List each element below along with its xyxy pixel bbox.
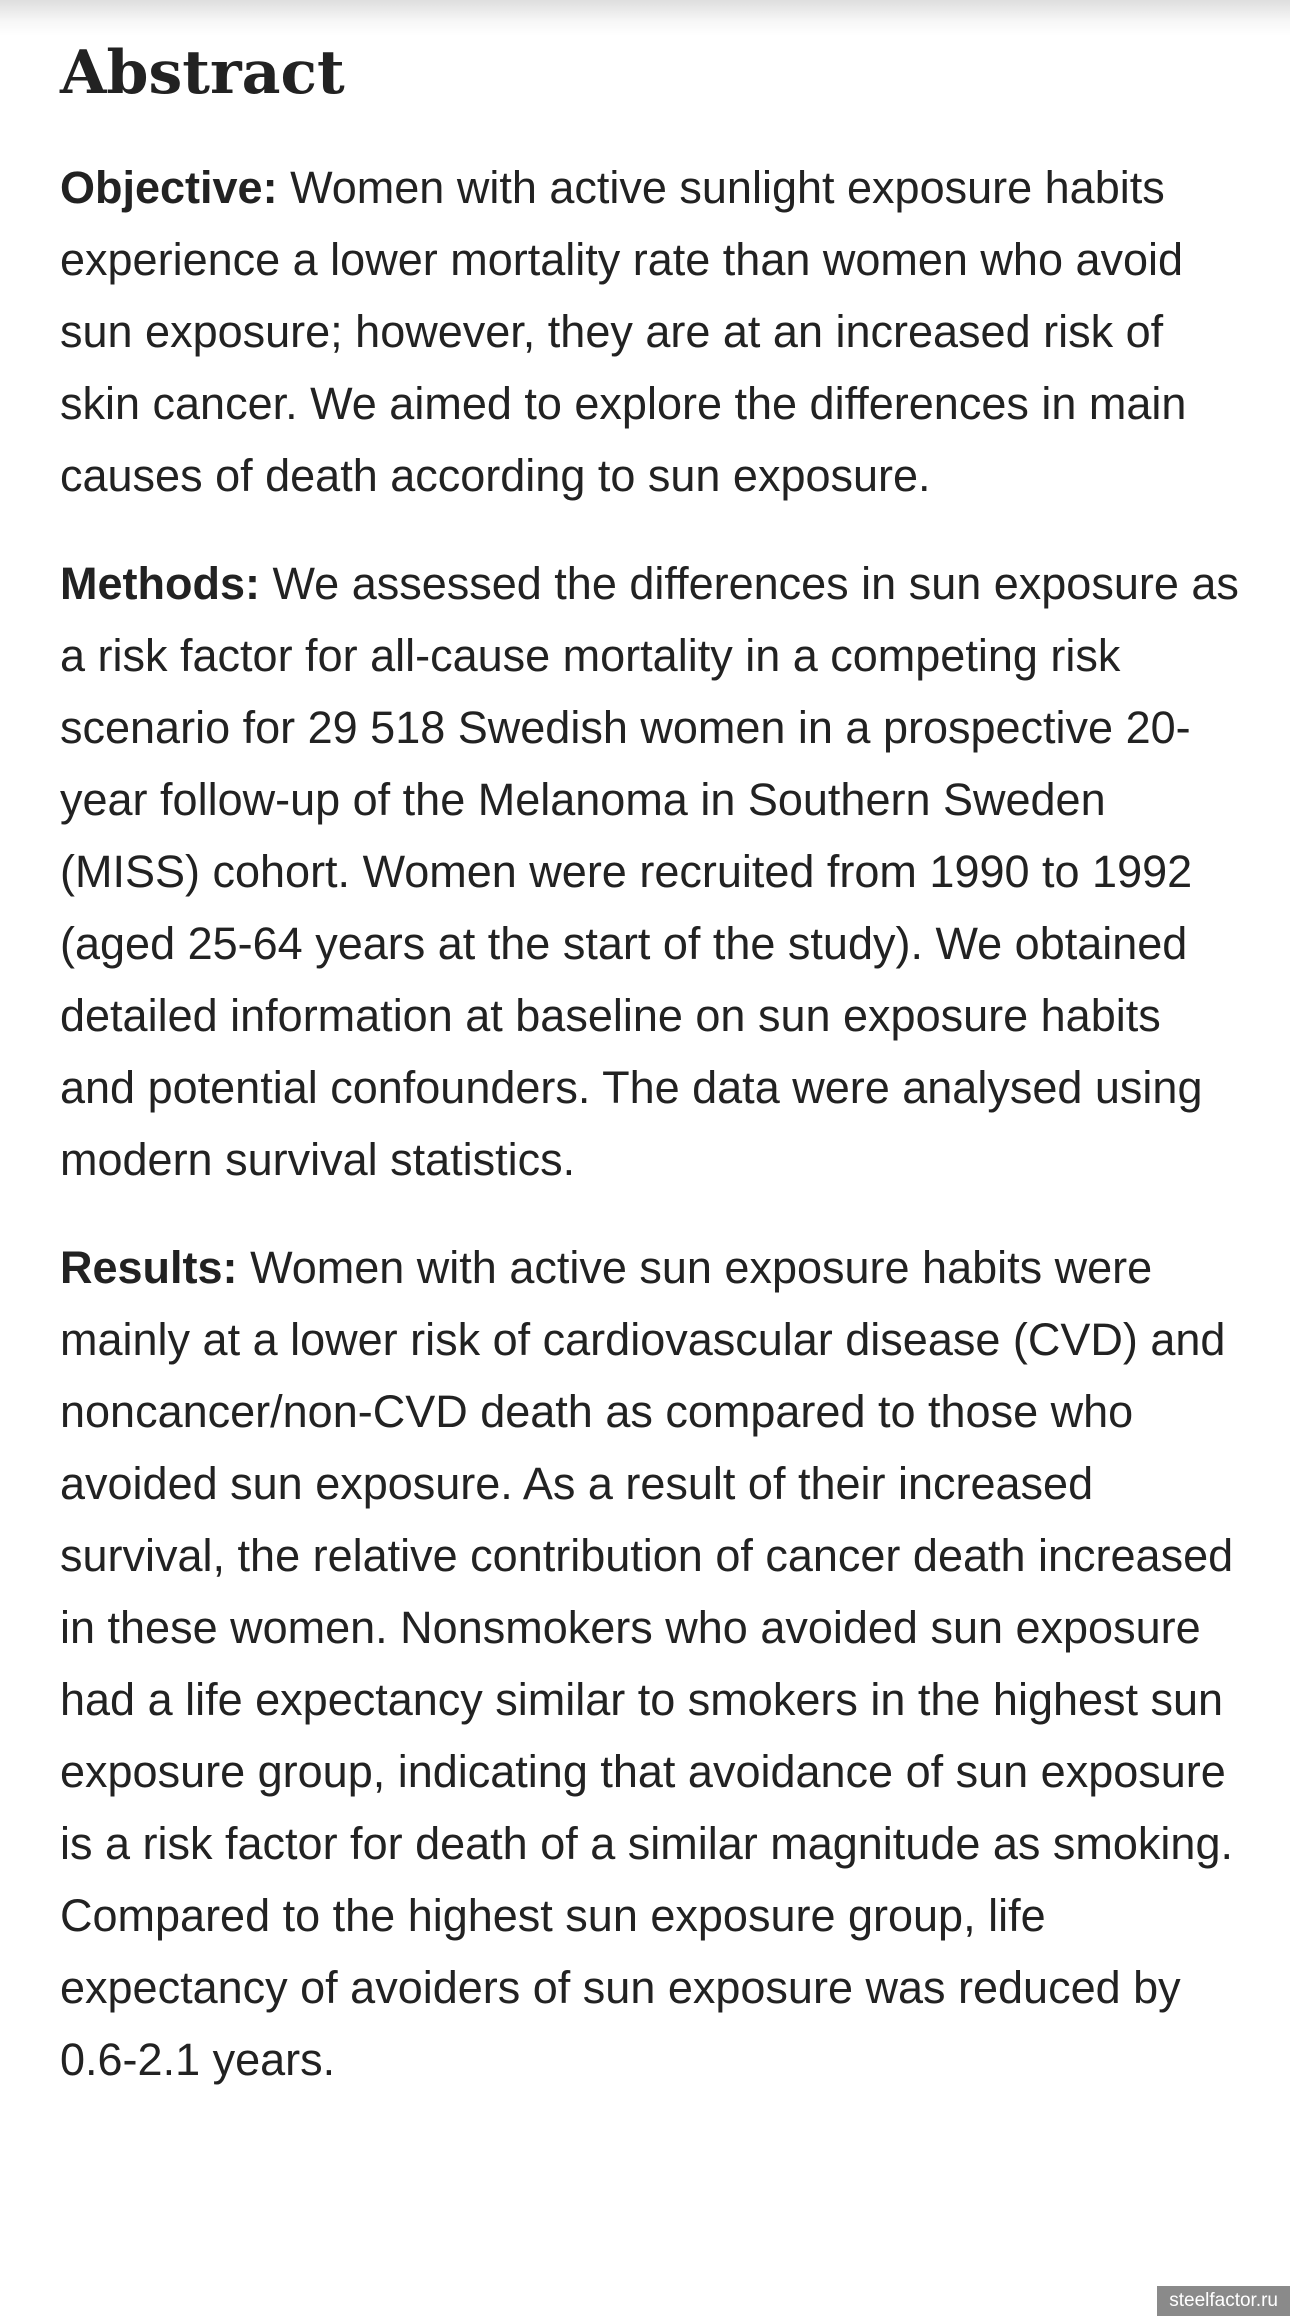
abstract-content [60, 30, 1240, 2132]
results-paragraph [60, 1232, 1240, 2096]
results-text: Women with active sun exposure habits were mainly at a lower risk of cardiovascular disease (CVD) and noncancer/non-CVD death as compared to those who avoided sun exposure. As a result of their increased survival, the relative contribution of cancer death increased in these women. Nonsmokers who avoided sun exposure had a life expectancy similar to smokers in the highest sun exposure group, indicating that avoidance of sun exposure is a risk factor for death of a similar magnitude as smoking. Compared to the highest sun exposure group, life expectancy of avoiders of sun exposure was reduced by 0.6-2.1 years. [60, 1242, 1234, 2085]
abstract-heading: Abstract [60, 38, 345, 108]
objective-label: Objective: [60, 162, 278, 213]
results-label: Results: [60, 1242, 238, 1293]
objective-text: Women with active sunlight exposure habits experience a lower mortality rate than women who avoid sun exposure; however, they are at an increased risk of skin cancer. We aimed to explore the differences in main causes of death according to sun exposure. [60, 162, 1187, 501]
methods-text: We assessed the differences in sun exposure as a risk factor for all-cause mortality in a competing risk scenario for 29 518 Swedish women in a prospective 20-year follow-up of the Melanoma in Southern Sweden (MISS) cohort. Women were recruited from 1990 to 1992 (aged 25-64 years at the start of the study). We obtained detailed information at baseline on sun exposure habits and potential confounders. The data were analysed using modern survival statistics. [60, 558, 1239, 1185]
methods-paragraph [60, 548, 1240, 1196]
watermark-badge: steelfactor.ru [1157, 2286, 1290, 2316]
objective-paragraph [60, 152, 1240, 512]
methods-label: Methods: [60, 558, 260, 609]
